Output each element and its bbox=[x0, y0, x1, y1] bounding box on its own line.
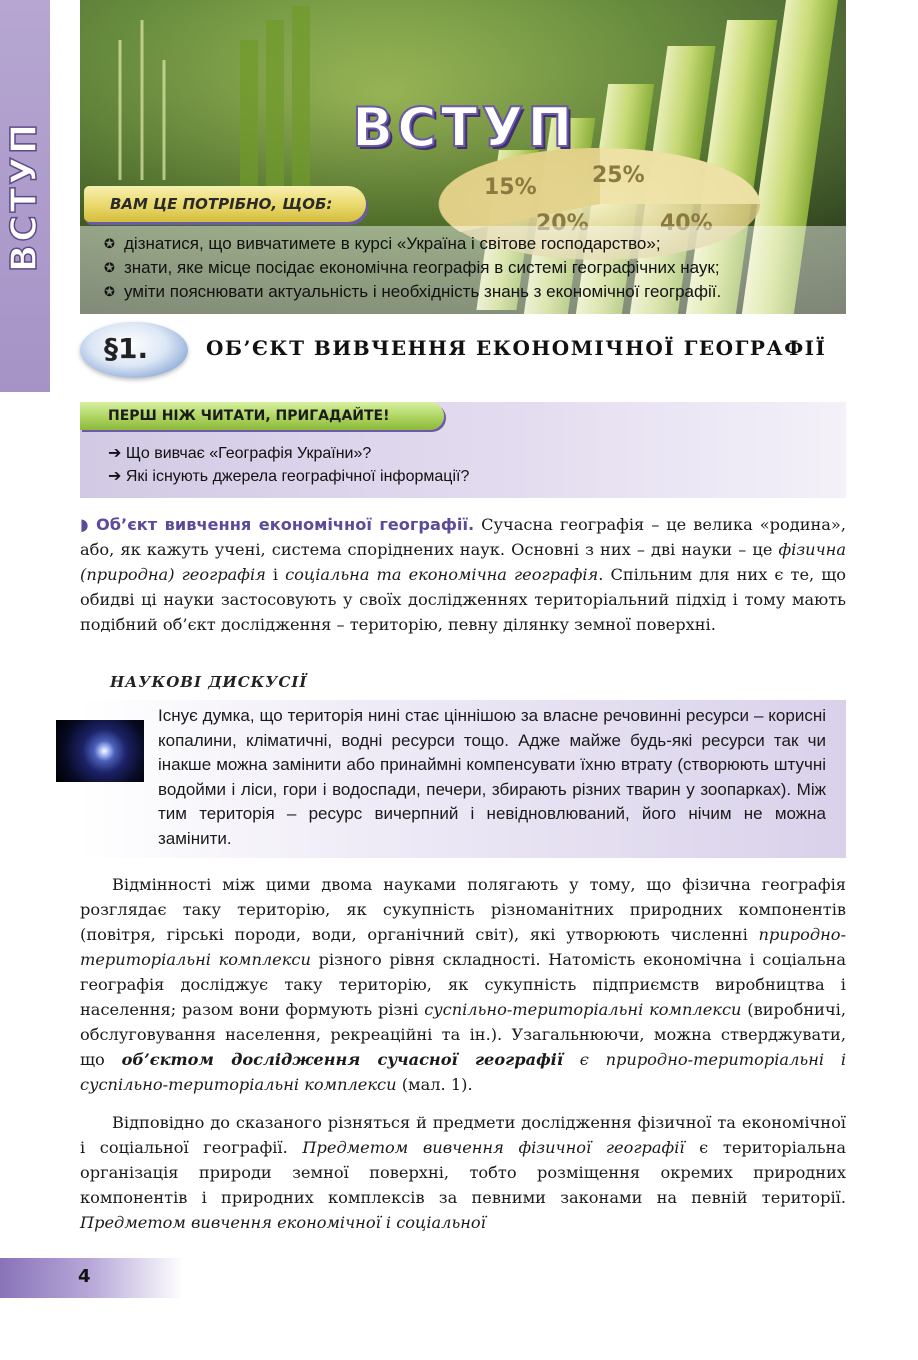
bold-italic-term: об’єктом дослідження сучасної географії bbox=[121, 1050, 563, 1069]
footer-band bbox=[0, 1258, 184, 1298]
italic-term: суспільно-територіальні комплекси bbox=[424, 1000, 742, 1019]
italic-term: є природно-територіальні і суспільно-територіальні комплекси bbox=[80, 1050, 846, 1094]
text-run: різного рівня складності. Натомість економічна і соціальна географія досліджує таку територію, як сукупність підприємств виробництва і населення; разом вони формують різні bbox=[80, 950, 846, 1019]
text-run: (мал. 1). bbox=[396, 1075, 473, 1094]
star-bullet-icon: ✪ bbox=[104, 284, 115, 299]
text-run: Сучасна географія – це велика «родина», або, як кажуть учені, система споріднених наук. Основні з них – дві науки – це bbox=[80, 515, 846, 559]
paragraph-title: ОБ’ЄКТ ВИВЧЕННЯ ЕКОНОМІЧНОЇ ГЕОГРАФІЇ bbox=[206, 336, 827, 360]
hero-percent-2: 25% bbox=[592, 163, 645, 188]
page-number: 4 bbox=[78, 1266, 91, 1287]
hero-title: ВСТУП bbox=[352, 96, 577, 159]
arrow-right-icon: ➔ bbox=[108, 445, 126, 462]
goals-list bbox=[104, 232, 844, 304]
italic-term: Предметом вивчення фізичної географії bbox=[302, 1138, 685, 1157]
text-run: (виробничі, обслуговування населення, рекреаційні та ін.). Узагальнюючи, можна стверджувати, що bbox=[80, 1000, 846, 1069]
recall-text: Які існують джерела географічної інформації? bbox=[125, 468, 470, 485]
italic-term: соціальна та економічна географія bbox=[285, 565, 599, 584]
italic-term: природно-територіальні комплекси bbox=[80, 925, 846, 969]
goal-text: дізнатися, що вивчатимете в курсі «Україна і світове господарство»; bbox=[124, 234, 661, 253]
arrow-right-icon: ➔ bbox=[108, 468, 126, 485]
section-paragraph-1 bbox=[80, 512, 846, 637]
goal-text: уміти пояснювати актуальність і необхідність знань з економічної географії. bbox=[124, 282, 722, 301]
recall-list bbox=[108, 442, 469, 488]
goal-item bbox=[104, 280, 844, 304]
text-run: Відповідно до сказаного різняться й предмети дослідження фізичної та економічної і соціальної географії. bbox=[80, 1113, 846, 1157]
hero-percent-1: 15% bbox=[484, 175, 537, 200]
science-text: Існує думка, що територія нині стає ціннішою за власне речовинні ресурси – корисні копалини, кліматичні, водні ресурси тощо. Адже майже будь-які ресурси так чи інакше можна замінити або принаймні компенсувати їхню втрату (створюють штучні водойми і ліси, гори і водоспади, печери, збирають різних тварин у зоопарках). Між тим територія – ресурс вичерпний і невідновлюваний, його нічим не можна замінити. bbox=[158, 706, 826, 848]
italic-term: фізична (природна) географія bbox=[80, 540, 846, 584]
star-bullet-icon: ✪ bbox=[104, 260, 115, 275]
recall-text: Що вивчає «Географія України»? bbox=[125, 445, 372, 462]
text-run: і bbox=[265, 565, 286, 584]
section-paragraph-3 bbox=[80, 1110, 846, 1235]
goal-item bbox=[104, 232, 844, 256]
star-bullet-icon: ✪ bbox=[104, 236, 115, 251]
text-run: є територіальна організація природи земної поверхні, тобто розміщення окремих природних компонентів і природних комплексів за певними законами на певній території. bbox=[80, 1138, 846, 1207]
section-marker-icon: ◗ bbox=[80, 515, 96, 534]
section-lead-title: Об’єкт вивчення економічної географії. bbox=[95, 515, 475, 534]
galaxy-image bbox=[56, 720, 144, 782]
hero-percent-3: 20% bbox=[536, 211, 589, 236]
text-run: . Спільним для них є те, що обидві ці науки застосовують у своїх дослідженнях територіальний підхід і тому мають подібний об’єкт дослідження – територію, певну ділянку земної поверхні. bbox=[80, 565, 847, 634]
recall-banner: ПЕРШ НІЖ ЧИТАТИ, ПРИГАДАЙТЕ! bbox=[80, 402, 444, 430]
side-tab-label: ВСТУП bbox=[4, 120, 46, 272]
recall-item bbox=[108, 442, 469, 465]
need-banner: ВАМ ЦЕ ПОТРІБНО, ЩОБ: bbox=[84, 186, 366, 222]
goal-text: знати, яке місце посідає економічна географія в системі географічних наук; bbox=[124, 258, 720, 277]
section-paragraph-2 bbox=[80, 872, 846, 1097]
paragraph-number: §1. bbox=[104, 332, 149, 365]
text-run: Відмінності між цими двома науками полягають у тому, що фізична географія розглядає таку територію, як сукупність різноманітних природних компонентів (повітря, гірські породи, води, органічний світ), які утворюють численні bbox=[80, 875, 846, 944]
paragraph-header bbox=[80, 322, 850, 382]
italic-term: Предметом вивчення економічної і соціальної bbox=[80, 1213, 486, 1232]
hero-percent-4: 40% bbox=[660, 211, 713, 236]
recall-item bbox=[108, 465, 469, 488]
science-heading: НАУКОВІ ДИСКУСІЇ bbox=[110, 673, 308, 691]
side-section-tab bbox=[0, 0, 50, 392]
goal-item bbox=[104, 256, 844, 280]
